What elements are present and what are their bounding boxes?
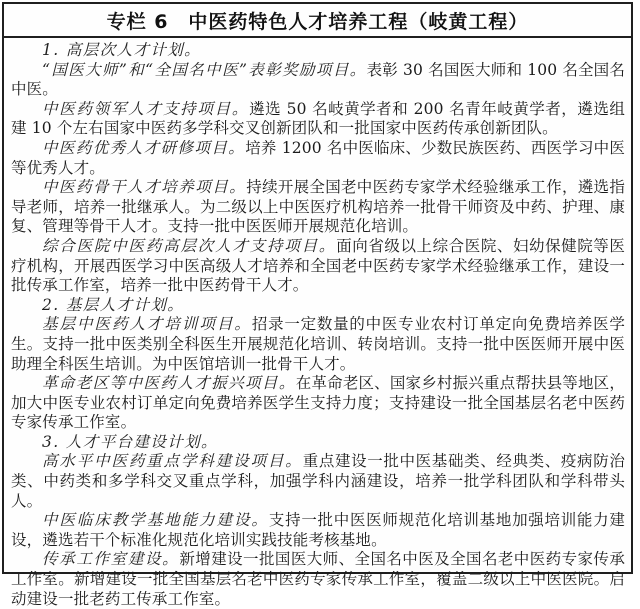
program-description: 培养 1200 名中医临床、少数民族医药、西医学习中医等优秀人才。 bbox=[11, 138, 625, 177]
program-description: 新增建设一批国医大师、全国名中医及全国名老中医药专家传承工作室。新增建设一批全国基层名老中医药专家传承工作室，覆盖二级以上中医医院。启动建设一批老药工传承工作室。 bbox=[11, 550, 626, 608]
program-name: 综合医院中医药高层次人才支持项目。 bbox=[42, 236, 337, 255]
program-paragraph bbox=[11, 452, 625, 511]
program-paragraph bbox=[11, 139, 625, 178]
program-name: 中医药领军人才支持项目。 bbox=[42, 99, 250, 118]
section-heading-2 bbox=[11, 296, 625, 316]
program-paragraph bbox=[11, 178, 625, 237]
program-description: 在革命老区、国家乡村振兴重点帮扶县等地区，加大中医专业农村订单定向免费培养医学生支持力度；支持建设一批全国基层名老中医药专家传承工作室。 bbox=[11, 374, 625, 432]
heading-text: 2. 基层人才计划。 bbox=[42, 295, 185, 314]
program-paragraph bbox=[11, 315, 625, 374]
heading-text: 1. 高层次人才计划。 bbox=[42, 41, 202, 59]
program-name: 高水平中医药重点学科建设项目。 bbox=[42, 452, 303, 471]
program-paragraph bbox=[11, 237, 625, 296]
program-description: 招录一定数量的中医专业农村订单定向免费培养医学生。支持一批中医类别全科医生开展规范化培训、转岗培训。支持一批中医医师开展中医助理全科医生培训。为中医馆培训一批骨干人才。 bbox=[11, 315, 625, 373]
program-name: 中医药优秀人才研修项目。 bbox=[42, 138, 246, 157]
program-name: 革命老区等中医药人才振兴项目。 bbox=[42, 374, 296, 393]
program-name: 中医药骨干人才培养项目。 bbox=[42, 178, 247, 197]
program-description: 面向省级以上综合医院、妇幼保健院等医疗机构，开展西医学习中医高级人才培养和全国老中医药专家学术经验继承工作，建设一批传承工作室，培养一批中医药骨干人才。 bbox=[11, 236, 626, 295]
program-description: 表彰 30 名国医大师和 100 名全国名中医。 bbox=[11, 60, 625, 99]
program-description: 支持一批中医医师规范化培训基地加强培训能力建设，遴选若干个标准化规范化培训实践技能考核基地。 bbox=[11, 511, 625, 549]
panel-title: 专栏 6 中医药特色人才培养工程（岐黄工程） bbox=[4, 4, 631, 38]
section-heading-3 bbox=[11, 433, 625, 453]
section-heading-1 bbox=[11, 41, 625, 61]
program-name: 基层中医药人才培训项目。 bbox=[42, 315, 252, 334]
program-paragraph bbox=[11, 100, 625, 139]
column-panel bbox=[2, 2, 633, 608]
program-paragraph bbox=[11, 61, 625, 100]
heading-text: 3. 人才平台建设计划。 bbox=[42, 432, 218, 451]
program-paragraph bbox=[11, 511, 625, 550]
program-description: 持续开展全国老中医药专家学术经验继承工作，遴选指导老师，培养一批继承人。为二级以上中医医疗机构培养一批骨干师资及中药、护理、康复、管理等骨干人才。支持一批中医医师开展规范化培训。 bbox=[11, 178, 625, 236]
program-name: 传承工作室建设。 bbox=[42, 550, 180, 569]
program-description: 重点建设一批中医基础类、经典类、疫病防治类、中药类和多学科交叉重点学科，加强学科内涵建设，培养一批学科团队和学科带头人。 bbox=[11, 452, 625, 510]
program-description: 遴选 50 名岐黄学者和 200 名青年岐黄学者，遴选组建 10 个左右国家中医药多学科交叉创新团队和一批国家中医药传承创新团队。 bbox=[11, 99, 625, 138]
program-paragraph bbox=[11, 550, 625, 609]
program-name: “国医大师”和“全国名中医”表彰奖励项目。 bbox=[42, 60, 367, 79]
panel-body bbox=[4, 38, 631, 609]
program-paragraph bbox=[11, 374, 625, 433]
program-name: 中医临床教学基地能力建设。 bbox=[42, 511, 269, 530]
